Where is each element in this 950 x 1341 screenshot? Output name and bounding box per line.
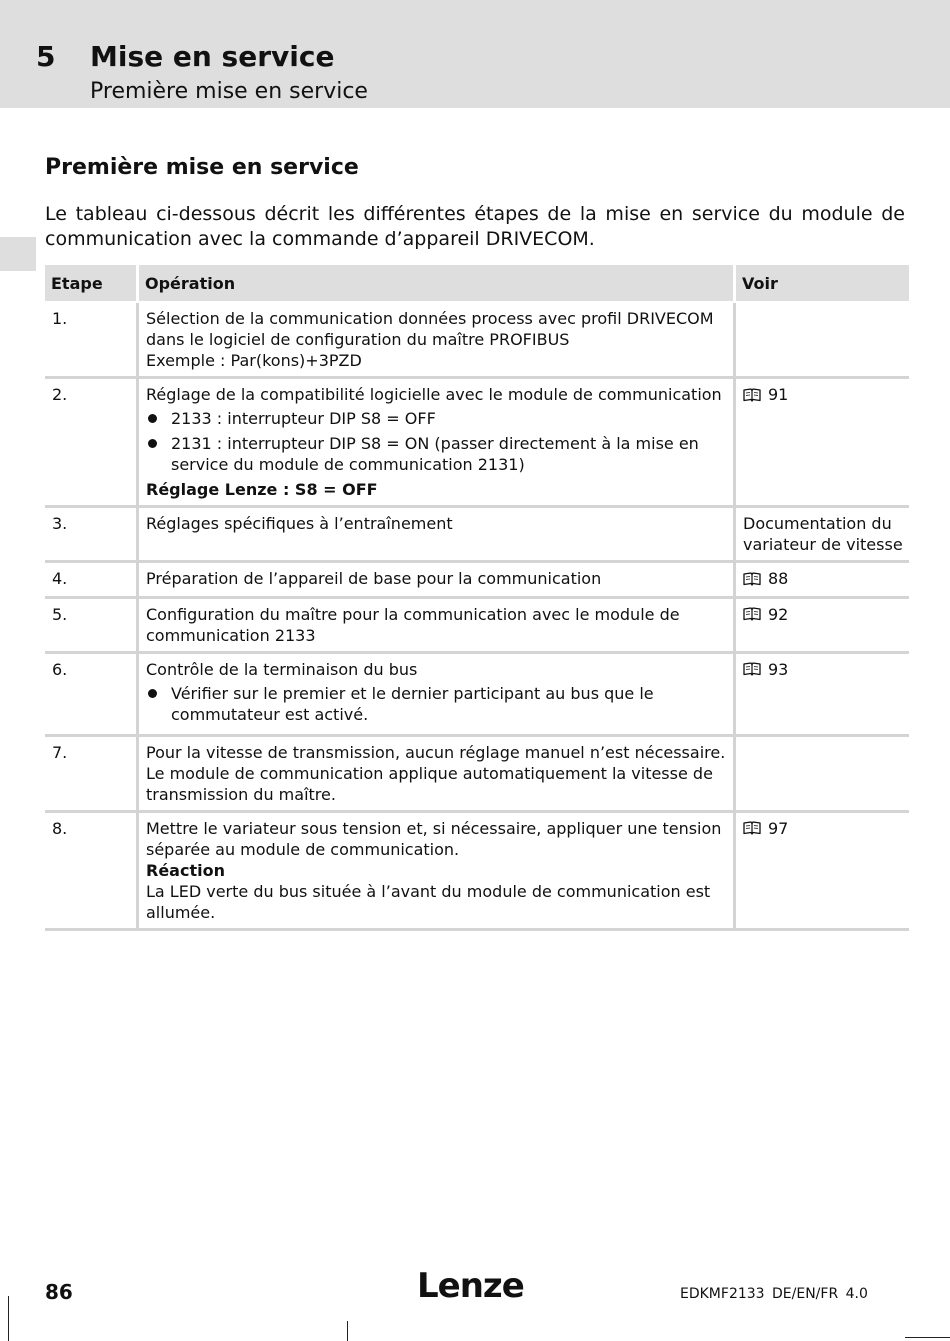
header-ref: Voir	[733, 265, 909, 303]
page-reference	[743, 818, 788, 839]
step-number: 3.	[45, 508, 136, 563]
book-icon	[743, 821, 761, 835]
step-number: 8.	[45, 813, 136, 931]
bullet-list	[146, 683, 727, 725]
step-number: 2.	[45, 379, 136, 508]
table-header-row	[45, 265, 909, 303]
book-icon	[743, 607, 761, 621]
table-row	[45, 508, 909, 563]
commissioning-steps-table	[45, 265, 909, 931]
step-number: 1.	[45, 303, 136, 379]
reference-cell	[733, 737, 909, 813]
header-operation: Opération	[136, 265, 733, 303]
document-code: EDKMF2133 DE/EN/FR 4.0	[680, 1286, 868, 1302]
intro-paragraph: Le tableau ci-dessous décrit les différentes étapes de la mise en service du module de communication avec la commande d’appareil DRIVECOM.	[45, 203, 905, 250]
lenze-logo: Lenze	[417, 1266, 524, 1306]
operation-cell	[136, 508, 733, 563]
table-row	[45, 563, 909, 599]
operation-text: Contrôle de la terminaison du bus	[146, 659, 418, 679]
bullet-text: 2131 : interrupteur DIP S8 = ON (passer directement à la mise en service du module de communication 2131)	[171, 434, 699, 474]
book-icon	[743, 662, 761, 676]
bold-note: Réaction	[146, 860, 225, 880]
page-reference	[743, 659, 788, 680]
table-row	[45, 303, 909, 379]
operation-cell	[136, 379, 733, 508]
step-number: 6.	[45, 654, 136, 737]
bullet-dot-icon	[148, 439, 157, 448]
operation-cell	[136, 563, 733, 599]
reference-cell	[733, 599, 909, 654]
section-heading: Première mise en service	[45, 155, 359, 180]
step-number: 5.	[45, 599, 136, 654]
list-item	[146, 683, 727, 725]
page-reference	[743, 604, 788, 625]
bullet-text: 2133 : interrupteur DIP S8 = OFF	[171, 409, 436, 428]
step-number: 4.	[45, 563, 136, 599]
edge-mark-right	[905, 1337, 950, 1338]
chapter-subtitle: Première mise en service	[90, 79, 368, 104]
edge-mark-center	[347, 1321, 348, 1341]
book-icon	[743, 388, 761, 402]
page-reference	[743, 384, 788, 405]
operation-text: Pour la vitesse de transmission, aucun réglage manuel n’est nécessaire. Le module de communication applique automatiquement la vitesse de transmission du maître.	[146, 742, 726, 804]
chapter-number: 5	[36, 40, 56, 73]
step-number: 7.	[45, 737, 136, 813]
operation-text: Réglages spécifiques à l’entraînement	[146, 514, 453, 533]
list-item	[146, 408, 727, 429]
reference-page: 91	[768, 385, 789, 404]
operation-cell	[136, 599, 733, 654]
operation-text: Mettre le variateur sous tension et, si nécessaire, appliquer une tension séparée au module de communication.	[146, 818, 722, 859]
reference-page: 93	[768, 659, 789, 679]
reference-text: Documentation du variateur de vitesse	[743, 514, 903, 554]
reference-cell	[733, 654, 909, 737]
table-row	[45, 379, 909, 508]
operation-cell	[136, 813, 733, 931]
header-step: Etape	[45, 265, 136, 303]
reference-page: 88	[768, 569, 789, 588]
list-item	[146, 433, 727, 475]
table-body	[45, 303, 909, 931]
book-icon	[743, 572, 761, 586]
bullet-dot-icon	[148, 414, 157, 423]
operation-text: Préparation de l’appareil de base pour la communication	[146, 569, 602, 588]
table-row	[45, 737, 909, 813]
table-row	[45, 654, 909, 737]
operation-cell	[136, 654, 733, 737]
operation-text: La LED verte du bus située à l’avant du module de communication est allumée.	[146, 881, 711, 922]
edge-mark-left	[8, 1296, 9, 1341]
reference-page: 92	[768, 604, 789, 624]
reference-cell	[733, 379, 909, 508]
reference-cell	[733, 563, 909, 599]
page-number: 86	[45, 1280, 73, 1304]
reference-page: 97	[768, 818, 789, 838]
side-tab-marker	[0, 237, 36, 271]
bullet-text: Vérifier sur le premier et le dernier participant au bus que le commutateur est activé.	[171, 683, 654, 724]
table-row	[45, 599, 909, 654]
reference-cell	[733, 303, 909, 379]
reference-cell	[733, 813, 909, 931]
operation-text: Configuration du maître pour la communication avec le module de communication 2133	[146, 604, 680, 645]
operation-text: Exemple : Par(kons)+3PZD	[146, 351, 362, 370]
chapter-title: Mise en service	[90, 40, 335, 73]
operation-cell	[136, 303, 733, 379]
bullet-list	[146, 408, 727, 475]
table-row	[45, 813, 909, 931]
operation-text: Réglage de la compatibilité logicielle avec le module de communication	[146, 385, 722, 404]
operation-cell	[136, 737, 733, 813]
bullet-dot-icon	[148, 689, 157, 698]
bold-note: Réglage Lenze : S8 = OFF	[146, 480, 378, 499]
operation-text: Sélection de la communication données process avec profil DRIVECOM dans le logiciel de configuration du maître PROFIBUS	[146, 309, 714, 349]
page-reference	[743, 568, 788, 589]
reference-cell	[733, 508, 909, 563]
